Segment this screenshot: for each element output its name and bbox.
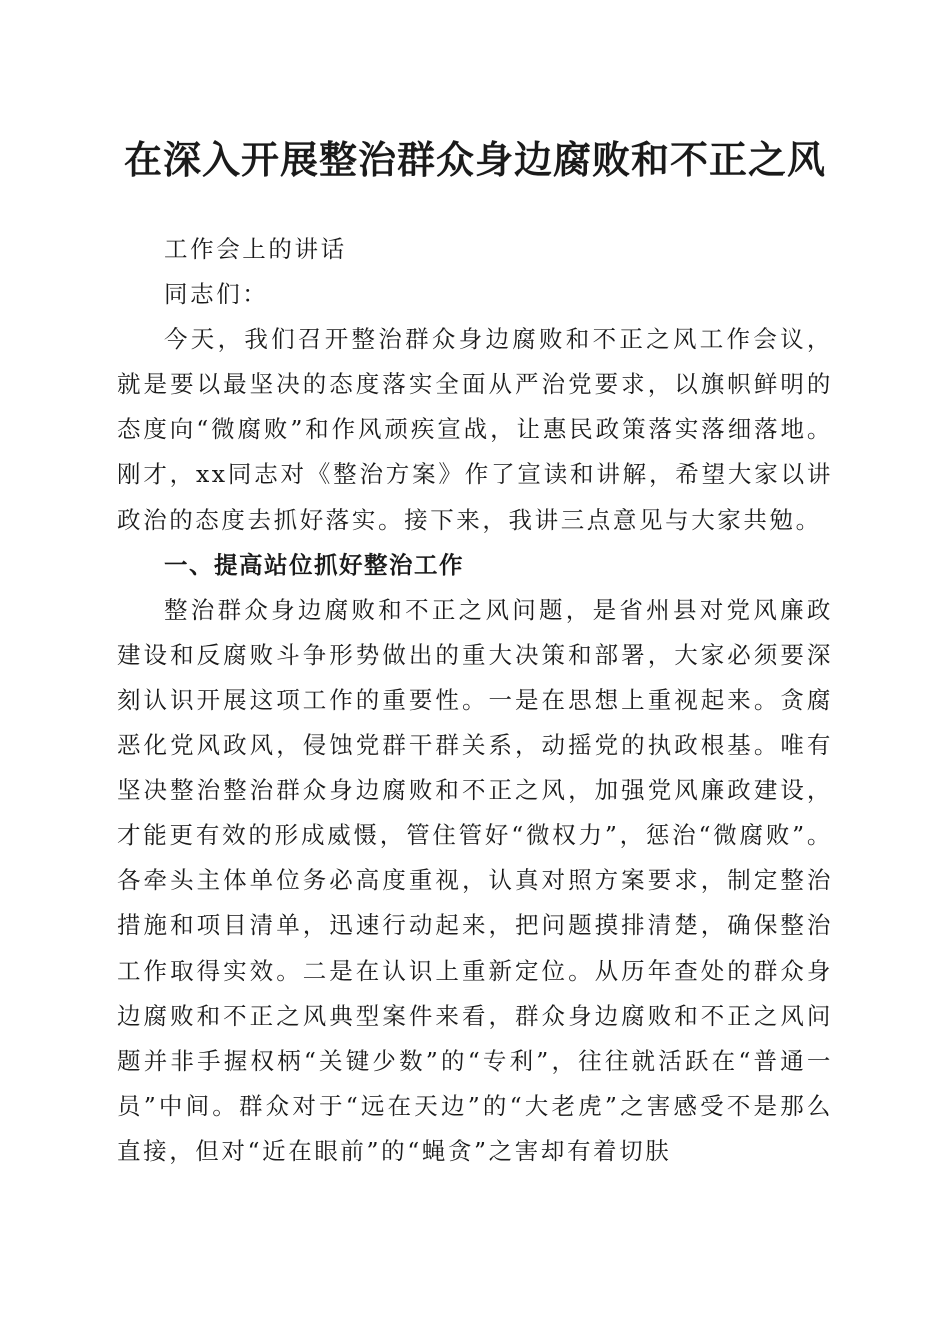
intro-paragraph: 今天，我们召开整治群众身边腐败和不正之风工作会议，就是要以最坚决的态度落实全面从严治党要求，以旗帜鲜明的态度向“微腐败”和作风顽疾宣战，让惠民政策落实落细落地。刚才，xx同志对《整治方案》作了宣读和讲解，希望大家以讲政治的态度去抓好落实。接下来，我讲三点意见与大家共勉。 [117, 325, 833, 534]
document-body [117, 227, 833, 1174]
salutation: 同志们： [164, 280, 269, 309]
document-title: 在深入开展整治群众身边腐败和不正之风 [123, 137, 826, 182]
section-heading: 一、提高站位抓好整治工作 [164, 550, 464, 579]
section-paragraph: 整治群众身边腐败和不正之风问题，是省州县对党风廉政建设和反腐败斗争形势做出的重大决策和部署，大家必须要深刻认识开展这项工作的重要性。一是在思想上重视起来。贪腐恶化党风政风，侵蚀党群干群关系，动摇党的执政根基。唯有坚决整治整治群众身边腐败和不正之风，加强党风廉政建设，才能更有效的形成威慑，管住管好“微权力”，惩治“微腐败”。各牵头主体单位务必高度重视，认真对照方案要求，制定整治措施和项目清单，迅速行动起来，把问题摸排清楚，确保整治工作取得实效。二是在认识上重新定位。从历年查处的群众身边腐败和不正之风典型案件来看，群众身边腐败和不正之风问题并非手握权柄“关键少数”的“专利”，往往就活跃在“普通一员”中间。群众对于“远在天边”的“大老虎”之害感受不是那么直接，但对“近在眼前”的“蝇贪”之害却有着切肤 [117, 595, 833, 1165]
subtitle-line: 工作会上的讲话 [164, 235, 347, 263]
